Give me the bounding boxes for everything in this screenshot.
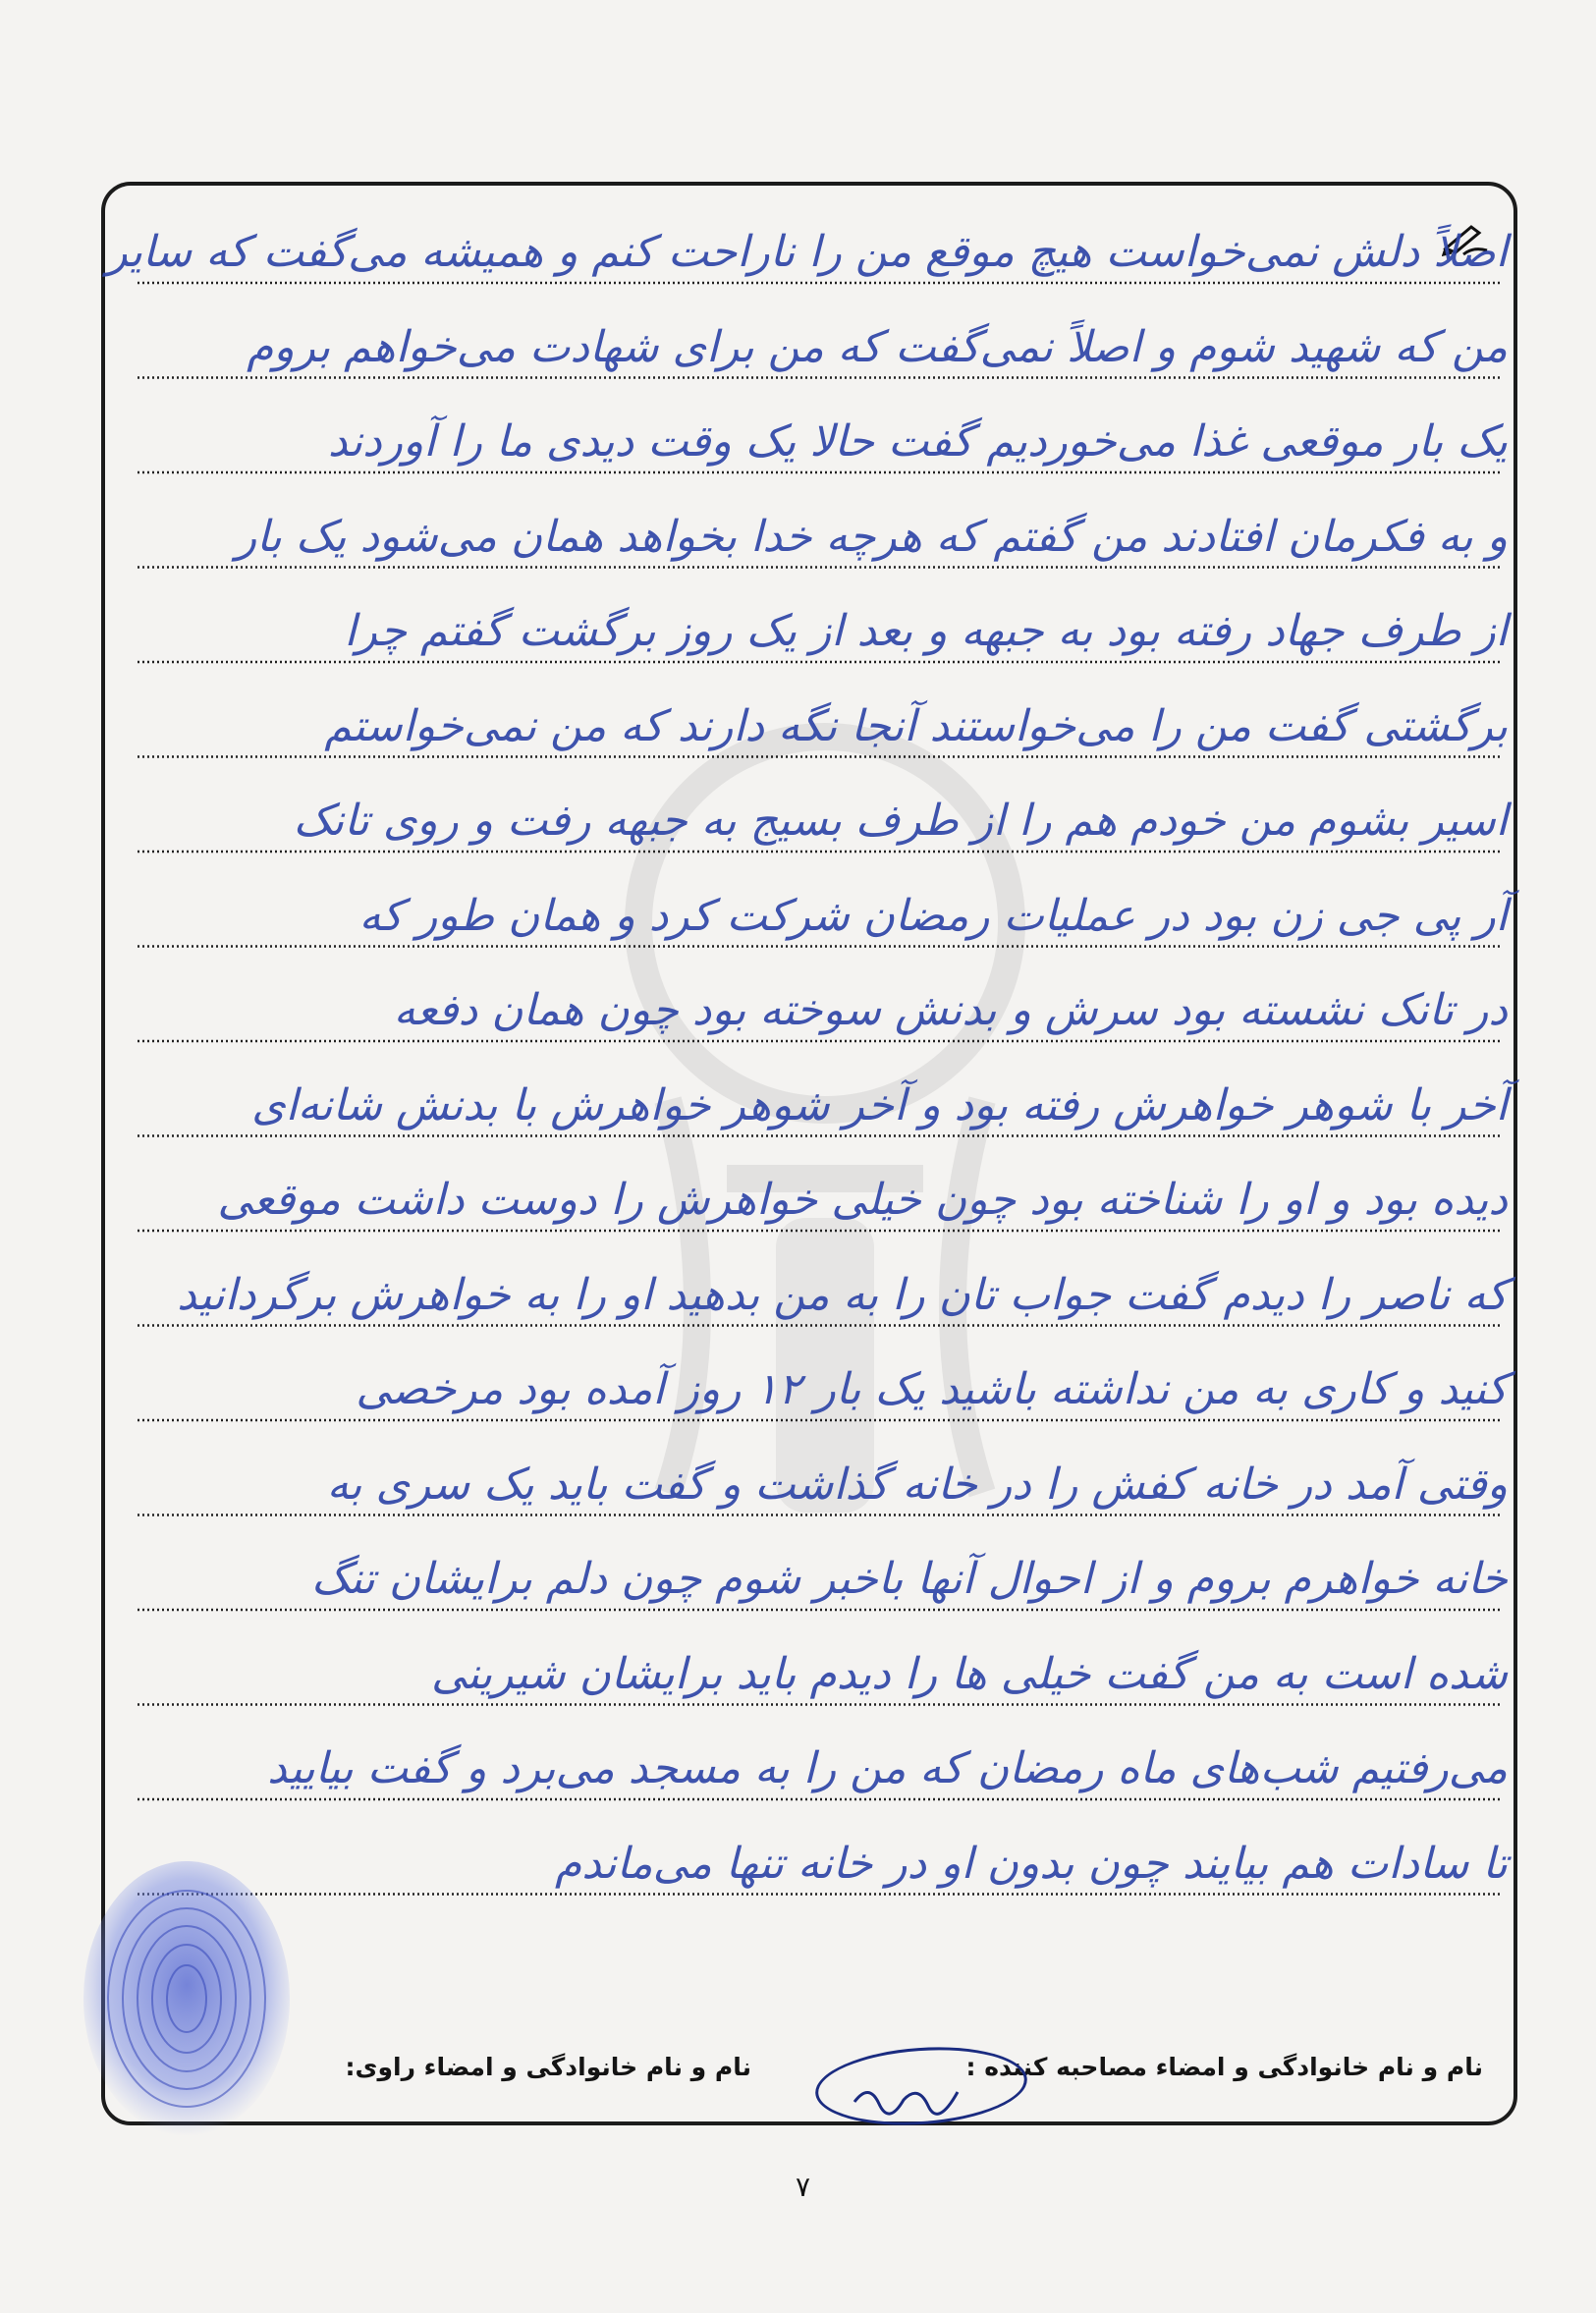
- handwritten-line: یک بار موقعی غذا می‌خوردیم گفت حالا یک وقت دیدی ما را آوردند: [327, 416, 1508, 467]
- narrator-signature-label: نام و نام خانوادگی و امضاء راوی:: [345, 2053, 751, 2081]
- handwritten-line: دیده بود و او را شناخته بود چون خیلی خواهرش را دوست داشت موقعی: [217, 1175, 1508, 1225]
- fingerprint-stamp: [69, 1851, 295, 2146]
- handwritten-line: که ناصر را دیدم گفت جواب تان را به من بدهید او را به خواهرش برگردانید: [177, 1269, 1508, 1320]
- page-number: ۷: [796, 2171, 811, 2203]
- handwritten-line: اسیر بشوم من خودم هم را از طرف بسیج به جبهه رفت و روی تانک: [293, 796, 1508, 846]
- handwritten-line: خانه خواهرم بروم و از احوال آنها باخبر شوم چون دلم برایشان تنگ: [310, 1554, 1508, 1604]
- handwritten-line: آخر با شوهر خواهرش رفته بود و آخر شوهر خواهرش با بدنش شانه‌ای: [251, 1079, 1508, 1130]
- handwritten-line: برگشتی گفت من را می‌خواستند آنجا نگه دارند که من نمی‌خواستم: [324, 700, 1508, 751]
- handwritten-line: کنید و کاری به من نداشته باشید یک بار ۱۲ روز آمده بود مرخصی: [356, 1364, 1508, 1414]
- handwritten-line: از طرف جهاد رفته بود به جبهه و بعد از یک روز برگشت گفتم چرا: [344, 606, 1508, 656]
- interviewer-signature-label: نام و نام خانوادگی و امضاء مصاحبه کننده :: [965, 2053, 1483, 2081]
- handwritten-line: در تانک نشسته بود سرش و بدنش سوخته بود چون همان دفعه: [393, 985, 1508, 1035]
- handwritten-line: من که شهید شوم و اصلاً نمی‌گفت که من برای شهادت می‌خواهم بروم: [247, 321, 1508, 372]
- handwritten-line: وقتی آمد در خانه کفش را در خانه گذاشت و گفت باید یک سری به: [326, 1459, 1508, 1510]
- handwritten-line: شده است به من گفت خیلی ها را دیدم باید برایشان شیرینی: [430, 1648, 1508, 1699]
- handwritten-line: می‌رفتیم شب‌های ماه رمضان که من را به مسجد می‌برد و گفت بیایید: [267, 1743, 1508, 1793]
- handwritten-line: اصلاً دلش نمی‌خواست هیچ موقع من را ناراحت کنم و همیشه می‌گفت که سایر: [106, 227, 1508, 277]
- handwritten-line: آر پی جی زن بود در عملیات رمضان شرکت کرد و همان طور که: [358, 890, 1508, 941]
- handwritten-line: و به فکرمان افتادند من گفتم که هرچه خدا بخواهد همان می‌شود یک بار: [235, 511, 1508, 562]
- handwritten-line: تا سادات هم بیایند چون بدون او در خانه تنها می‌ماندم: [555, 1838, 1508, 1889]
- signature-scribble: [845, 2072, 972, 2121]
